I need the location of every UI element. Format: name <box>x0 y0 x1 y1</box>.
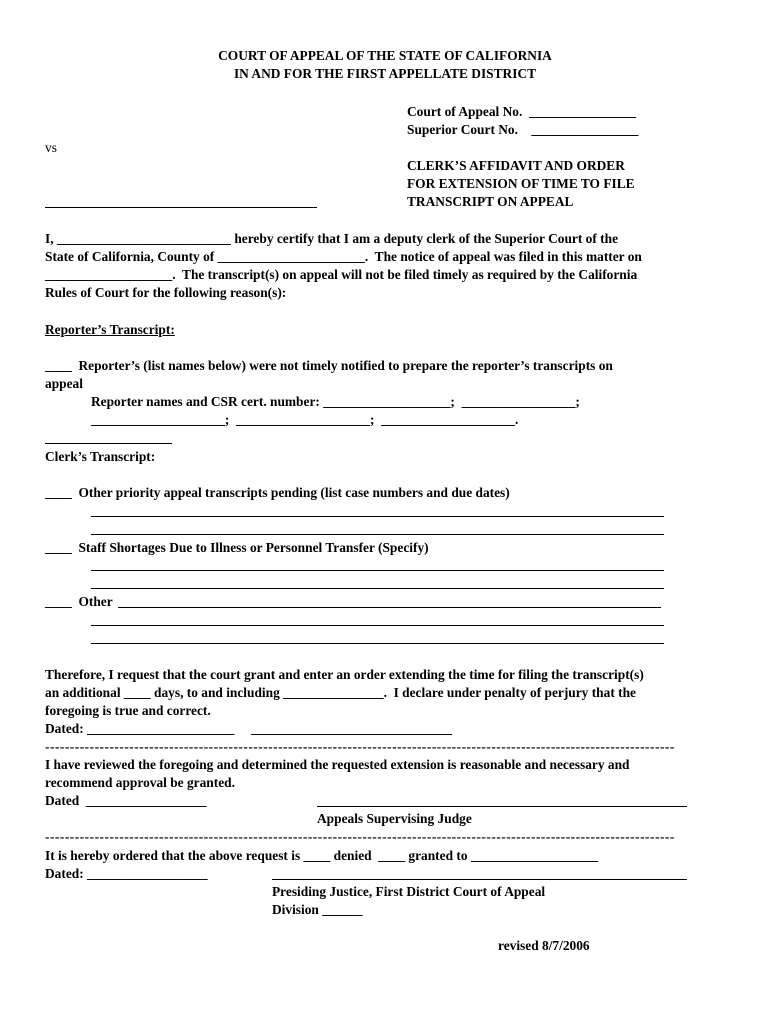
supervising-judge-signature-field[interactable] <box>317 806 687 807</box>
order-decision-line[interactable]: It is hereby ordered that the above request is ____ denied ____ granted to ___________________ <box>45 848 599 863</box>
court-name-line-2: IN AND FOR THE FIRST APPELLATE DISTRICT <box>233 66 537 81</box>
review-line-1: I have reviewed the foregoing and determined the requested extension is reasonable and necessary and <box>45 757 630 772</box>
staff-shortages-detail-field[interactable] <box>91 588 664 589</box>
order-dated-field[interactable]: Dated: __________________ <box>45 866 208 881</box>
clerks-transcript-heading: Clerk’s Transcript: <box>45 449 156 464</box>
certification-line-4: Rules of Court for the following reason(s): <box>45 285 287 300</box>
dashed-separator: ------------------------------------------------------------------------------------------------------------------------------- <box>45 739 675 754</box>
dashed-separator: ------------------------------------------------------------------------------------------------------------------------------- <box>45 829 675 844</box>
court-name-line-1: COURT OF APPEAL OF THE STATE OF CALIFORNIA <box>218 48 552 63</box>
presiding-justice-signature-field[interactable] <box>272 879 687 880</box>
supervising-judge-label: Appeals Supervising Judge <box>317 811 472 826</box>
division-field[interactable]: Division ______ <box>272 902 363 917</box>
staff-shortages-option[interactable]: ____ Staff Shortages Due to Illness or Personnel Transfer (Specify) <box>45 540 429 555</box>
priority-appeals-detail-field[interactable] <box>91 534 664 535</box>
review-dated-field[interactable]: Dated __________________ <box>45 793 207 808</box>
revision-date: revised 8/7/2006 <box>498 938 590 953</box>
request-line-3: foregoing is true and correct. <box>45 703 211 718</box>
request-dated-line[interactable]: Dated: ______________________ ______________________________ <box>45 721 452 736</box>
other-reason-option[interactable]: ____ Other <box>45 594 113 609</box>
section-divider <box>45 443 172 444</box>
other-reason-detail-field[interactable] <box>91 625 664 626</box>
reporter-names-cert-field[interactable]: Reporter names and CSR cert. number: ___________________; _________________; <box>91 394 580 409</box>
versus-label: vs <box>45 140 57 155</box>
review-line-2: recommend approval be granted. <box>45 775 235 790</box>
request-line-1: Therefore, I request that the court grant and enter an order extending the time for filing the transcript(s) <box>45 667 644 682</box>
other-priority-appeals-option[interactable]: ____ Other priority appeal transcripts pending (list case numbers and due dates) <box>45 485 510 500</box>
reporters-not-notified-continued: appeal <box>45 376 83 391</box>
other-reason-detail-field[interactable] <box>91 643 664 644</box>
priority-appeals-detail-field[interactable] <box>91 516 664 517</box>
certification-line-1: I, __________________________ hereby certify that I am a deputy clerk of the Superior Court of the <box>45 231 619 246</box>
court-of-appeal-number[interactable]: Court of Appeal No. ________________ <box>407 104 637 119</box>
request-line-2[interactable]: an additional ____ days, to and including _______________. I declare under penalty of perjury that the <box>45 685 636 700</box>
presiding-justice-label: Presiding Justice, First District Court of Appeal <box>272 884 546 899</box>
other-reason-field[interactable] <box>118 607 661 608</box>
reporter-names-cert-field-continued[interactable]: ____________________; ____________________; ____________________. <box>91 412 519 427</box>
form-title-line-3: TRANSCRIPT ON APPEAL <box>407 194 574 209</box>
reporters-transcript-heading: Reporter’s Transcript: <box>45 322 175 337</box>
reporters-not-notified-option[interactable]: ____ Reporter’s (list names below) were not timely notified to prepare the reporter’s transcripts on <box>45 358 613 373</box>
form-title-line-1: CLERK’S AFFIDAVIT AND ORDER <box>407 158 625 173</box>
party-name-field[interactable] <box>45 207 317 208</box>
staff-shortages-detail-field[interactable] <box>91 570 664 571</box>
certification-line-2: State of California, County of ______________________. The notice of appeal was filed in this matter on <box>45 249 642 264</box>
form-title-line-2: FOR EXTENSION OF TIME TO FILE <box>407 176 635 191</box>
certification-line-3: ___________________. The transcript(s) on appeal will not be filed timely as required by the California <box>45 267 638 282</box>
superior-court-number[interactable]: Superior Court No. ________________ <box>407 122 639 137</box>
